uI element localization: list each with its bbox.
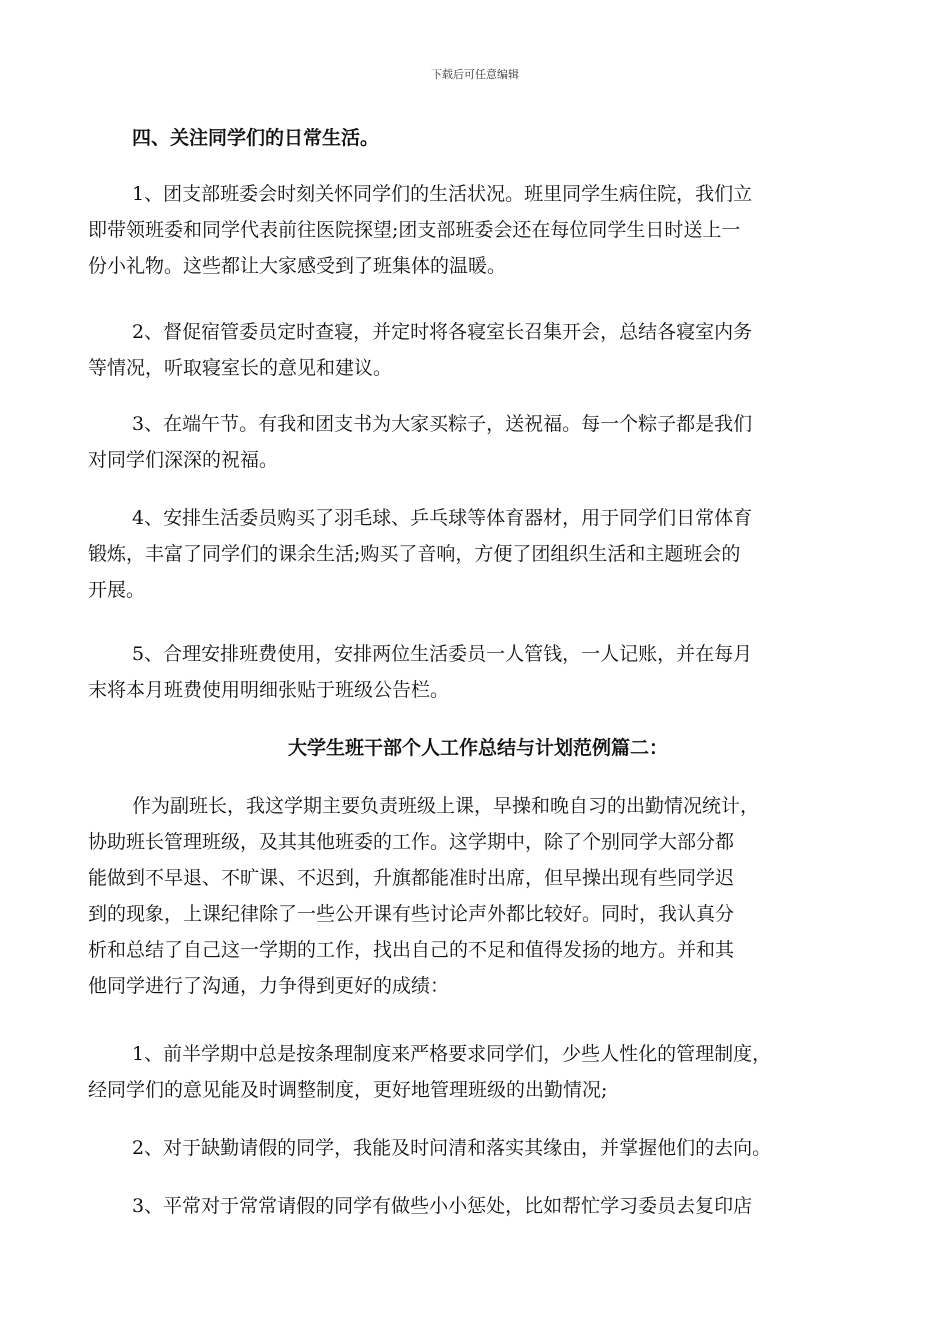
- article-title-text: 大学生班干部个人工作总结与计划范例篇二：: [287, 737, 668, 759]
- article-item-3: [88, 1188, 868, 1224]
- section-heading: [88, 120, 868, 156]
- article-item-1: [88, 1036, 868, 1108]
- paragraph-item-4: [88, 500, 868, 608]
- paragraph-line: 5、合理安排班费使用，安排两位生活委员一人管钱，一人记账，并在每月: [132, 643, 753, 665]
- paragraph-line: 他同学进行了沟通，力争得到更好的成绩：: [88, 975, 450, 997]
- paragraph-line: 1、团支部班委会时刻关怀同学们的生活状况。班里同学生病住院，我们立: [132, 183, 753, 205]
- paragraph-line: 能做到不早退、不旷课、不迟到，升旗都能准时出席，但早操出现有些同学迟: [88, 867, 735, 889]
- paragraph-line: 即带领班委和同学代表前往医院探望;团支部班委会还在每位同学生日时送上一: [88, 219, 741, 241]
- paragraph-line: 1、前半学期中总是按条理制度来严格要求同学们，少些人性化的管理制度，: [132, 1043, 772, 1065]
- article-title: [88, 730, 868, 766]
- article-item-2: [88, 1130, 868, 1166]
- page-header: 下载后可任意编辑: [431, 68, 519, 81]
- paragraph-line: 4、安排生活委员购买了羽毛球、乒乓球等体育器材，用于同学们日常体育: [132, 507, 753, 529]
- paragraph-line: 等情况，听取寝室长的意见和建议。: [88, 357, 393, 379]
- paragraph-line: 开展。: [88, 579, 146, 601]
- paragraph-line: 作为副班长，我这学期主要负责班级上课，早操和晚自习的出勤情况统计，: [132, 795, 760, 817]
- paragraph-line: 2、对于缺勤请假的同学，我能及时问清和落实其缘由，并掌握他们的去向。: [132, 1137, 772, 1159]
- paragraph-item-5: [88, 636, 868, 708]
- paragraph-line: 经同学们的意见能及时调整制度，更好地管理班级的出勤情况;: [88, 1079, 608, 1101]
- paragraph-item-3: [88, 406, 868, 478]
- paragraph-line: 3、平常对于常常请假的同学有做些小小惩处，比如帮忙学习委员去复印店: [132, 1195, 753, 1217]
- paragraph-line: 锻炼，丰富了同学们的课余生活;购买了音响，方便了团组织生活和主题班会的: [88, 543, 741, 565]
- paragraph-line: 对同学们深深的祝福。: [88, 449, 279, 471]
- section-heading-text: 四、关注同学们的日常生活。: [132, 127, 380, 149]
- paragraph-item-1: [88, 176, 868, 284]
- paragraph-line: 协助班长管理班级，及其其他班委的工作。这学期中，除了个别同学大部分都: [88, 831, 735, 853]
- paragraph-item-2: [88, 314, 868, 386]
- intro-paragraph: [88, 788, 868, 1004]
- paragraph-line: 份小礼物。这些都让大家感受到了班集体的温暖。: [88, 255, 507, 277]
- paragraph-line: 2、督促宿管委员定时查寝，并定时将各寝室长召集开会，总结各寝室内务: [132, 321, 753, 343]
- paragraph-line: 到的现象，上课纪律除了一些公开课有些讨论声外都比较好。同时，我认真分: [88, 903, 735, 925]
- paragraph-line: 3、在端午节。有我和团支书为大家买粽子，送祝福。每一个粽子都是我们: [132, 413, 753, 435]
- paragraph-line: 末将本月班费使用明细张贴于班级公告栏。: [88, 679, 450, 701]
- paragraph-line: 析和总结了自己这一学期的工作，找出自己的不足和值得发扬的地方。并和其: [88, 939, 735, 961]
